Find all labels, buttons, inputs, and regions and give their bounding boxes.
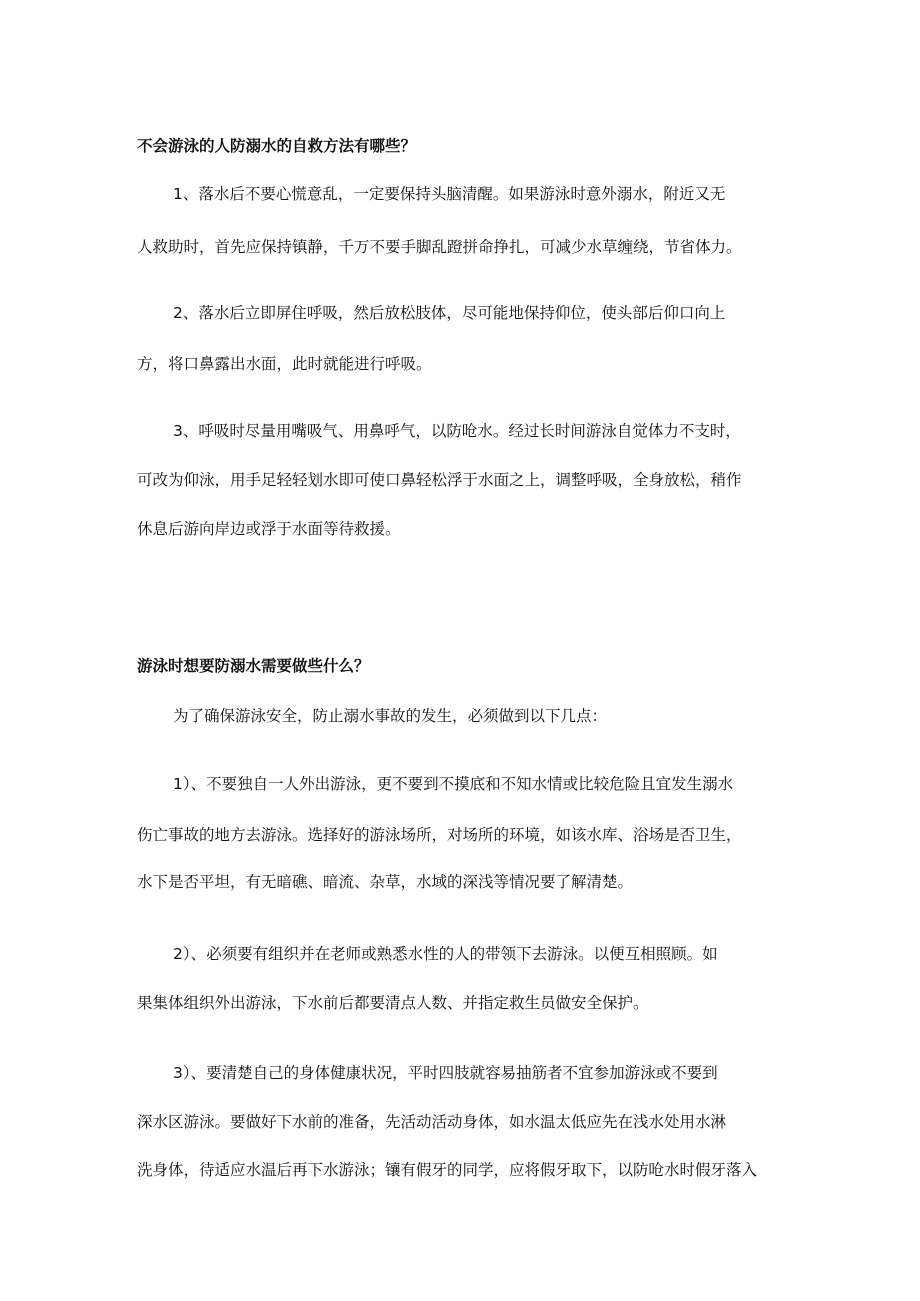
paragraph-line: 1、落水后不要心慌意乱，一定要保持头脑清醒。如果游泳时意外溺水，附近又无 [173, 185, 726, 203]
paragraph-line: 人救助时，首先应保持镇静，千万不要手脚乱蹬拼命挣扎，可减少水草缠绕，节省体力。 [137, 238, 742, 256]
paragraph-line: 果集体组织外出游泳，下水前后都要清点人数、并指定救生员做安全保护。 [137, 994, 649, 1012]
paragraph-line: 1）、不要独自一人外出游泳，更不要到不摸底和不知水情或比较危险且宜发生溺水 [173, 775, 734, 793]
paragraph-line: 为了确保游泳安全，防止溺水事故的发生，必须做到以下几点： [173, 707, 608, 725]
section2-heading: 游泳时想要防溺水需要做些什么？ [137, 657, 370, 675]
paragraph-line: 2、落水后立即屏住呼吸，然后放松肢体，尽可能地保持仰位，使头部后仰口向上 [173, 304, 726, 322]
paragraph-line: 可改为仰泳，用手足轻轻划水即可使口鼻轻松浮于水面之上，调整呼吸，全身放松，稍作 [137, 471, 742, 489]
paragraph-line: 3、呼吸时尽量用嘴吸气、用鼻呼气，以防呛水。经过长时间游泳自觉体力不支时， [173, 422, 741, 440]
paragraph-line: 3）、要清楚自己的身体健康状况，平时四肢就容易抽筋者不宜参加游泳或不要到 [173, 1064, 718, 1082]
section1-heading: 不会游泳的人防溺水的自救方法有哪些？ [137, 137, 417, 155]
paragraph-line: 洗身体，待适应水温后再下水游泳；镶有假牙的同学，应将假牙取下，以防呛水时假牙落入 [137, 1161, 758, 1179]
paragraph-line: 深水区游泳。要做好下水前的准备，先活动活动身体，如水温太低应先在浅水处用水淋 [137, 1113, 727, 1131]
paragraph-line: 2）、必须要有组织并在老师或熟悉水性的人的带领下去游泳。以便互相照顾。如 [173, 945, 718, 963]
paragraph-line: 水下是否平坦，有无暗礁、暗流、杂草，水域的深浅等情况要了解清楚。 [137, 873, 634, 891]
paragraph-line: 休息后游向岸边或浮于水面等待救援。 [137, 520, 401, 538]
paragraph-line: 方，将口鼻露出水面，此时就能进行呼吸。 [137, 355, 432, 373]
paragraph-line: 伤亡事故的地方去游泳。选择好的游泳场所，对场所的环境，如该水库、浴场是否卫生， [137, 826, 742, 844]
